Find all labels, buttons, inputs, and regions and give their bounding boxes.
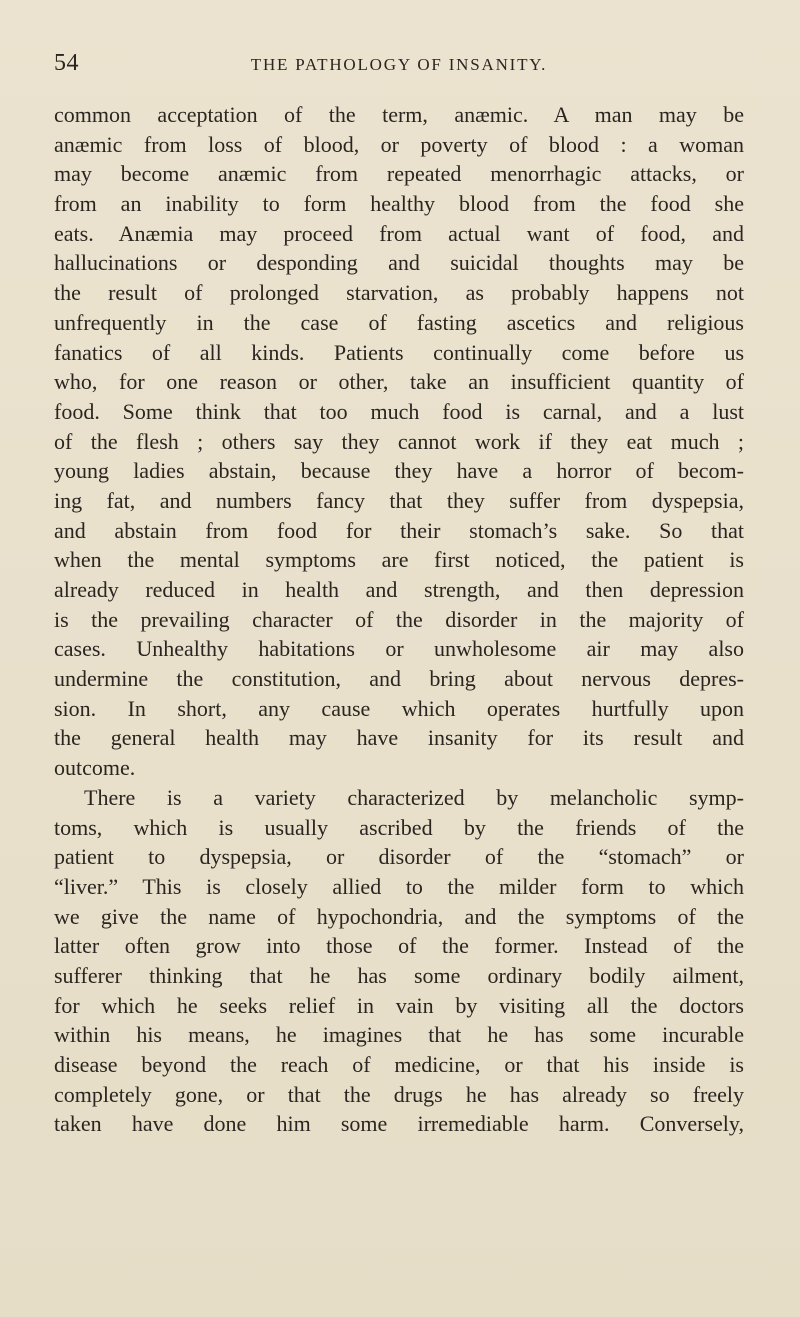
text-line: the result of prolonged starvation, as probably happens not bbox=[54, 280, 744, 306]
text-line: the general health may have insanity for its result and bbox=[54, 725, 744, 751]
text-line: There is a variety characterized by melancholic symp- bbox=[84, 784, 744, 810]
text-line: sufferer thinking that he has some ordinary bodily ailment, bbox=[54, 962, 744, 988]
text-line: food. Some think that too much food is carnal, and a lust bbox=[54, 398, 744, 424]
text-line: anæmic from loss of blood, or poverty of blood : a woman bbox=[54, 131, 744, 157]
text-line: from an inability to form healthy blood from the food she bbox=[54, 191, 744, 217]
text-line: fanatics of all kinds. Patients continually come before us bbox=[54, 339, 744, 365]
text-line: we give the name of hypochondria, and the symptoms of the bbox=[54, 903, 744, 929]
text-line: common acceptation of the term, anæmic. A man may be bbox=[54, 102, 744, 127]
running-title: THE PATHOLOGY OF INSANITY. bbox=[250, 55, 548, 74]
text-line: ing fat, and numbers fancy that they suffer from dyspepsia, bbox=[54, 487, 744, 513]
text-line: eats. Anæmia may proceed from actual want of food, and bbox=[54, 220, 744, 246]
text-line: latter often grow into those of the former. Instead of the bbox=[54, 933, 744, 959]
text-line: cases. Unhealthy habitations or unwholesome air may also bbox=[54, 636, 744, 662]
text-line: outcome. bbox=[54, 755, 136, 781]
text-line: of the flesh ; others say they cannot work if they eat much ; bbox=[54, 428, 744, 454]
body-text bbox=[54, 100, 744, 1139]
text-line: disease beyond the reach of medicine, or that his inside is bbox=[54, 1052, 744, 1077]
text-line: undermine the constitution, and bring about nervous depres- bbox=[54, 666, 744, 692]
page-number: 54 bbox=[54, 50, 79, 76]
text-line: is the prevailing character of the disorder in the majority of bbox=[54, 606, 744, 632]
text-line: who, for one reason or other, take an insufficient quantity of bbox=[54, 369, 744, 395]
page-header bbox=[54, 50, 744, 86]
text-line: “liver.” This is closely allied to the milder form to which bbox=[54, 873, 744, 899]
text-line: for which he seeks relief in vain by visiting all the doctors bbox=[54, 992, 744, 1018]
text-line: hallucinations or desponding and suicidal thoughts may be bbox=[54, 250, 744, 276]
text-line: young ladies abstain, because they have a horror of becom- bbox=[54, 458, 744, 484]
text-line: may become anæmic from repeated menorrhagic attacks, or bbox=[54, 161, 744, 187]
text-line: unfrequently in the case of fasting ascetics and religious bbox=[54, 309, 744, 335]
text-line: completely gone, or that the drugs he has already so freely bbox=[54, 1081, 744, 1107]
text-line: already reduced in health and strength, and then depression bbox=[54, 577, 744, 602]
text-line: within his means, he imagines that he has some incurable bbox=[54, 1022, 744, 1048]
text-line: sion. In short, any cause which operates hurtfully upon bbox=[54, 695, 744, 721]
text-line: taken have done him some irremediable harm. Conversely, bbox=[54, 1111, 744, 1137]
text-line: patient to dyspepsia, or disorder of the “stomach” or bbox=[54, 844, 744, 870]
text-line: when the mental symptoms are first noticed, the patient is bbox=[54, 547, 744, 573]
text-line: and abstain from food for their stomach’s sake. So that bbox=[54, 517, 744, 543]
text-line: toms, which is usually ascribed by the friends of the bbox=[54, 814, 744, 840]
